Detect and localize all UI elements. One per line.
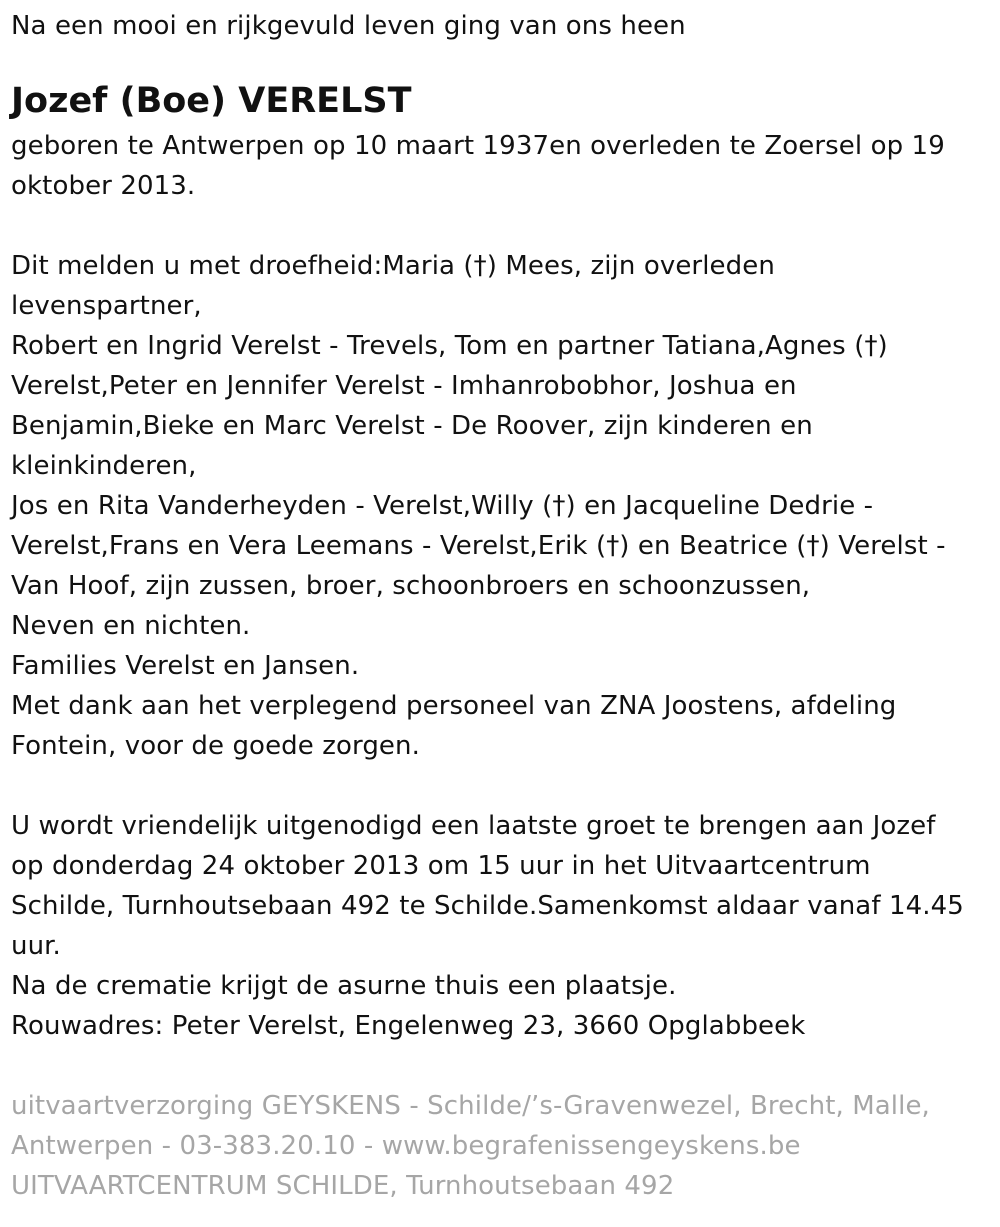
family-line: Families Verelst en Jansen. (11, 651, 360, 681)
footer-line: Antwerpen - 03-383.20.10 - www.begrafenissengeyskens.be (11, 1131, 801, 1161)
family-line: Jos en Rita Vanderheyden - Verelst,Willy (†) en Jacqueline Dedrie - (11, 491, 874, 521)
family-line: Benjamin,Bieke en Marc Verelst - De Roover, zijn kinderen en (11, 411, 813, 441)
family-line: kleinkinderen, (11, 451, 197, 481)
family-line: Neven en nichten. (11, 611, 251, 641)
family-line: levenspartner, (11, 291, 202, 321)
service-line: Na de crematie krijgt de asurne thuis een plaatsje. (11, 971, 677, 1001)
service-line: uur. (11, 931, 61, 961)
family-line: Robert en Ingrid Verelst - Trevels, Tom en partner Tatiana,Agnes (†) (11, 331, 888, 361)
service-line: Schilde, Turnhoutsebaan 492 te Schilde.Samenkomst aldaar vanaf 14.45 (11, 891, 964, 921)
family-line: Verelst,Frans en Vera Leemans - Verelst,Erik (†) en Beatrice (†) Verelst - (11, 531, 946, 561)
service-line: op donderdag 24 oktober 2013 om 15 uur in het Uitvaartcentrum (11, 851, 871, 881)
service-line: Rouwadres: Peter Verelst, Engelenweg 23, 3660 Opglabbeek (11, 1011, 806, 1041)
family-line: Verelst,Peter en Jennifer Verelst - Imhanrobobhor, Joshua en (11, 371, 797, 401)
deceased-name: Jozef (Boe) VERELST (11, 81, 412, 121)
service-line: U wordt vriendelijk uitgenodigd een laatste groet te brengen aan Jozef (11, 811, 936, 841)
funeral-home-footer (11, 1086, 986, 1206)
birth-death-line: oktober 2013. (11, 171, 196, 201)
family-line: Met dank aan het verplegend personeel van ZNA Joostens, afdeling (11, 691, 897, 721)
birth-death-line: geboren te Antwerpen op 10 maart 1937en overleden te Zoersel op 19 (11, 131, 945, 161)
footer-line: uitvaartverzorging GEYSKENS - Schilde/’s-Gravenwezel, Brecht, Malle, (11, 1091, 930, 1121)
paragraph-spacer (11, 206, 986, 246)
birth-death-paragraph (11, 126, 986, 206)
paragraph-spacer (11, 1046, 986, 1086)
service-paragraph (11, 806, 986, 1046)
intro-text: Na een mooi en rijkgevuld leven ging van ons heen (11, 11, 686, 41)
footer-line: UITVAARTCENTRUM SCHILDE, Turnhoutsebaan 492 (11, 1171, 675, 1201)
family-paragraph (11, 246, 986, 766)
paragraph-spacer (11, 766, 986, 806)
family-line: Fontein, voor de goede zorgen. (11, 731, 420, 761)
obituary-document (11, 6, 986, 1206)
family-line: Van Hoof, zijn zussen, broer, schoonbroers en schoonzussen, (11, 571, 811, 601)
family-line: Dit melden u met droefheid:Maria (†) Mees, zijn overleden (11, 251, 775, 281)
